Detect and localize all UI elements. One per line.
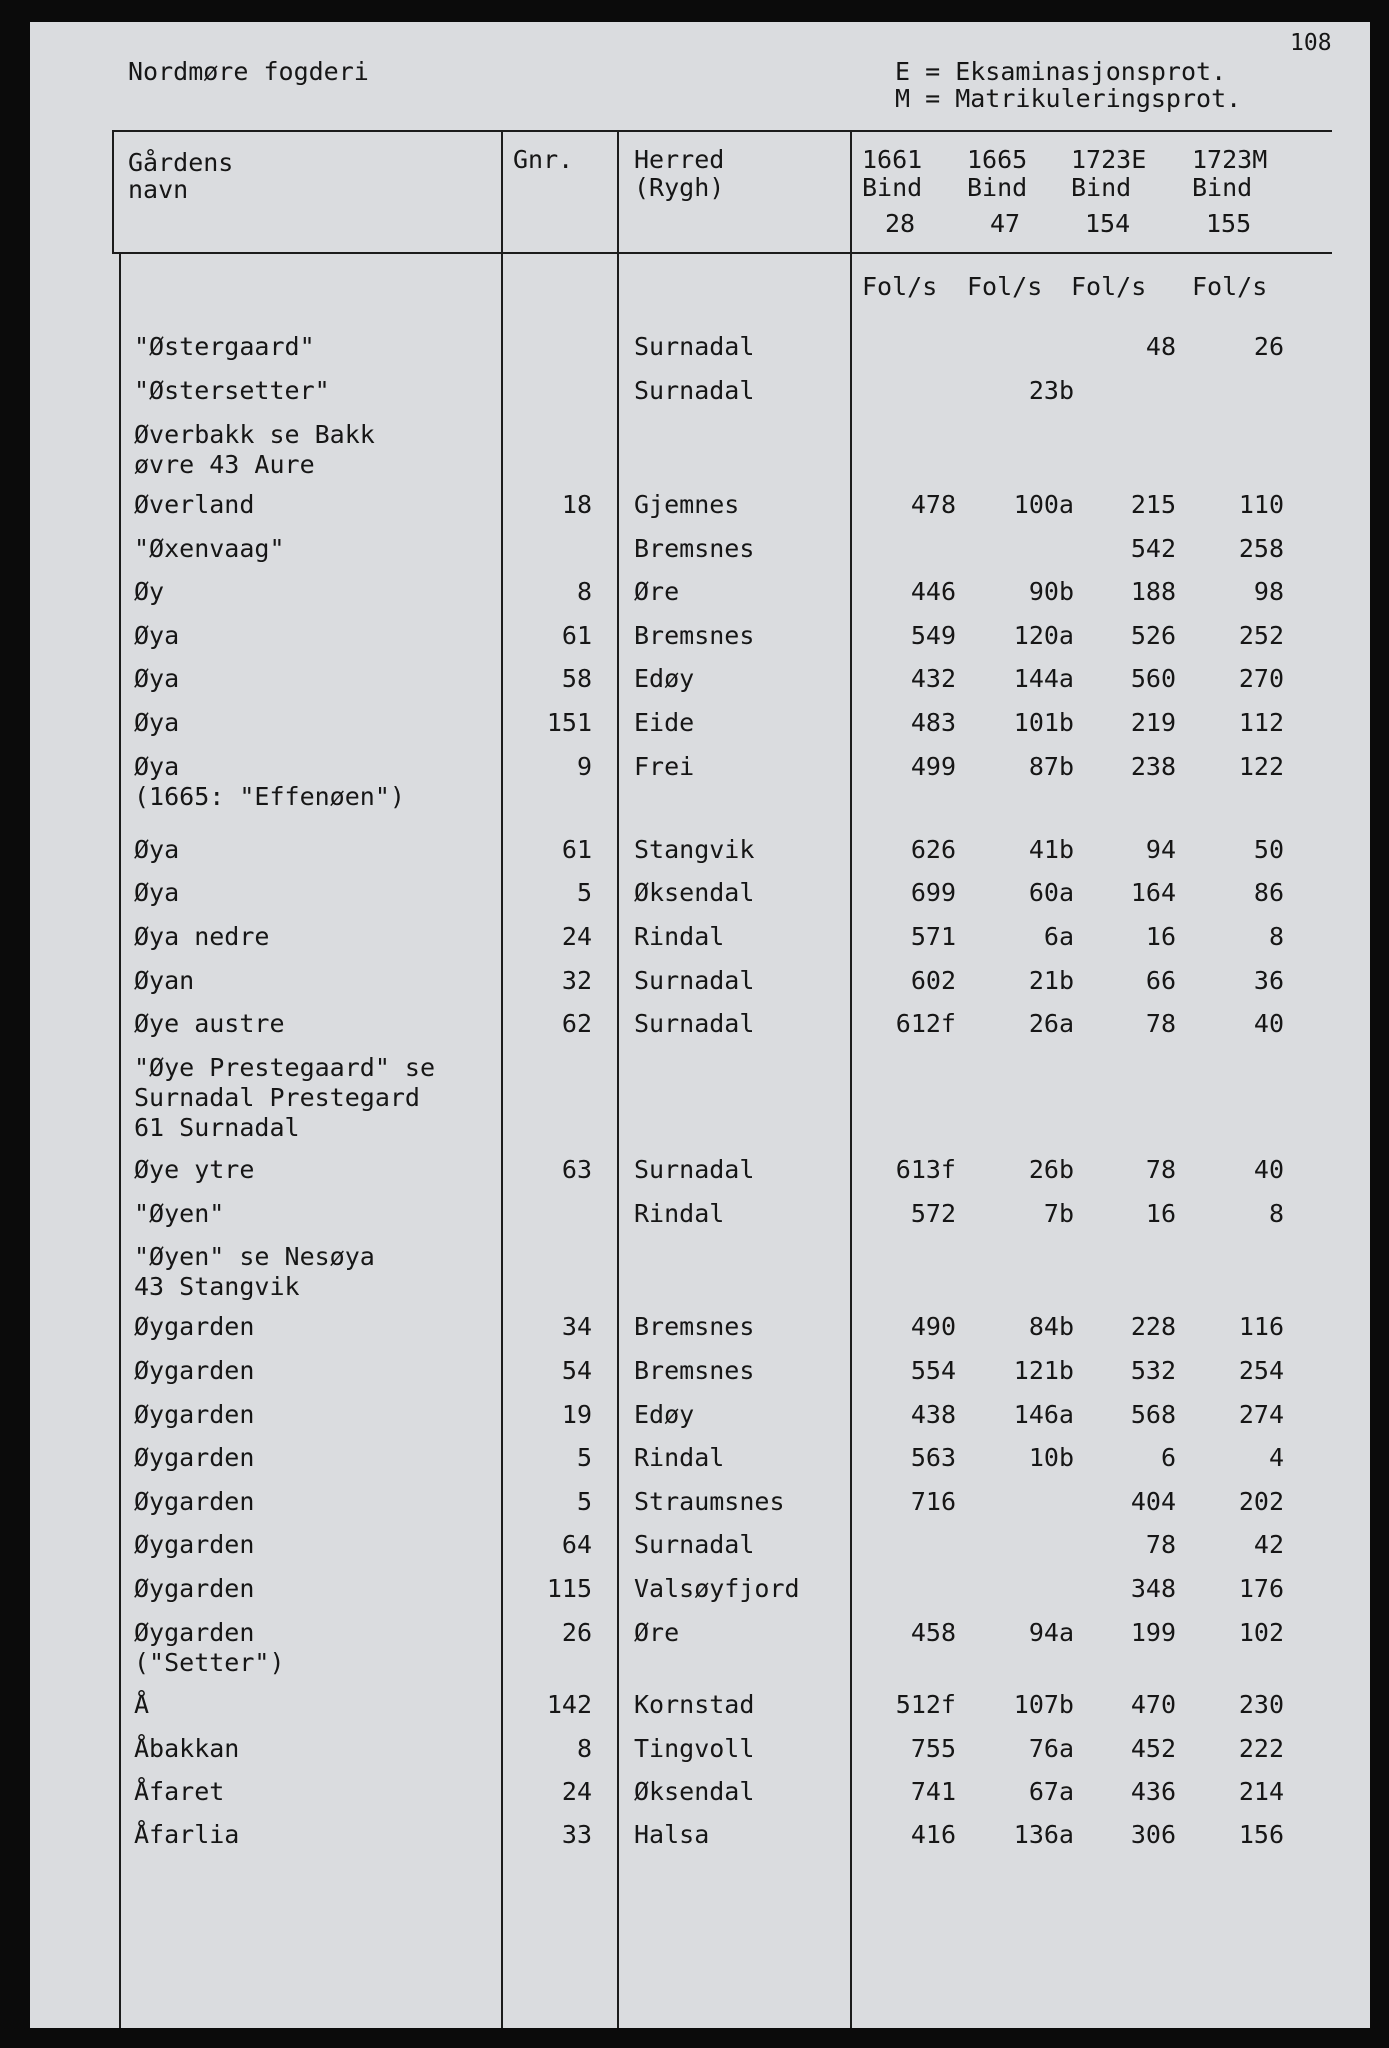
cell-gnr: 5	[576, 1443, 592, 1472]
cell-v1723e: 470	[1130, 1690, 1176, 1719]
cell-gnr: 19	[561, 1400, 592, 1429]
cell-herred: Øksendal	[634, 1777, 755, 1806]
cell-v1665: 26a	[1028, 1009, 1074, 1038]
col-1661-year: 1661	[862, 145, 923, 174]
cell-gnr: 9	[576, 752, 592, 781]
cell-v1723m: 156	[1238, 1820, 1284, 1849]
cell-v1661: 554	[910, 1356, 956, 1385]
cell-name: Øya (1665: "Effenøen")	[134, 752, 405, 811]
cell-v1665: 26b	[1028, 1155, 1074, 1184]
cell-herred: Bremsnes	[634, 1312, 755, 1341]
cell-v1723e: 188	[1130, 577, 1176, 606]
cell-v1723e: 16	[1145, 1199, 1176, 1228]
cell-v1661: 512f	[895, 1690, 956, 1719]
cell-gnr: 32	[561, 966, 592, 995]
cell-name: Øya	[134, 878, 180, 907]
cell-gnr: 54	[561, 1356, 592, 1385]
cell-v1661: 416	[910, 1820, 956, 1849]
years-divider	[850, 130, 852, 2028]
cell-v1665: 60a	[1028, 878, 1074, 907]
cell-v1723e: 526	[1130, 621, 1176, 650]
cell-herred: Surnadal	[634, 376, 755, 405]
cell-v1723e: 6	[1160, 1443, 1176, 1472]
cell-name: Øygarden	[134, 1530, 255, 1559]
col-1665-bind: Bind	[967, 173, 1028, 202]
cell-herred: Frei	[634, 752, 695, 781]
cell-v1723e: 228	[1130, 1312, 1176, 1341]
col-1723e-volume: 154	[1085, 209, 1131, 238]
cell-name: "Øye Prestegaard" se Surnadal Prestegard 61 Surnadal	[134, 1053, 436, 1142]
cell-herred: Gjemnes	[634, 490, 740, 519]
col-1723m-volume: 155	[1206, 209, 1252, 238]
cell-name: Øya	[134, 835, 180, 864]
cell-v1665: 90b	[1028, 577, 1074, 606]
cell-v1723e: 78	[1145, 1530, 1176, 1559]
col-herred-header-2: (Rygh)	[634, 173, 725, 202]
cell-v1723e: 16	[1145, 922, 1176, 951]
cell-herred: Surnadal	[634, 332, 755, 361]
col-name-header-2: navn	[128, 175, 189, 204]
cell-herred: Edøy	[634, 1400, 695, 1429]
cell-gnr: 142	[546, 1690, 592, 1719]
cell-v1665: 21b	[1028, 966, 1074, 995]
cell-v1723e: 94	[1145, 835, 1176, 864]
cell-gnr: 61	[561, 835, 592, 864]
cell-name: Øygarden	[134, 1400, 255, 1429]
cell-name: Øygarden	[134, 1312, 255, 1341]
cell-herred: Surnadal	[634, 1009, 755, 1038]
cell-gnr: 62	[561, 1009, 592, 1038]
cell-v1723m: 40	[1253, 1155, 1284, 1184]
col-gnr-header: Gnr.	[513, 145, 574, 174]
col-1723m-year: 1723M	[1192, 145, 1268, 174]
cell-v1723e: 48	[1145, 332, 1176, 361]
cell-v1665: 7b	[1043, 1199, 1074, 1228]
cell-v1661: 478	[910, 490, 956, 519]
cell-name: Åbakkan	[134, 1734, 240, 1763]
cell-v1723m: 110	[1238, 490, 1284, 519]
cell-v1723e: 66	[1145, 966, 1176, 995]
cell-v1661: 483	[910, 708, 956, 737]
cell-v1723m: 112	[1238, 708, 1284, 737]
cell-v1723e: 568	[1130, 1400, 1176, 1429]
cell-gnr: 5	[576, 878, 592, 907]
cell-v1665: 146a	[1013, 1400, 1074, 1429]
col-1723m-bind: Bind	[1192, 173, 1253, 202]
cell-v1723m: 274	[1238, 1400, 1284, 1429]
cell-v1723m: 42	[1253, 1530, 1284, 1559]
cell-gnr: 34	[561, 1312, 592, 1341]
cell-v1723m: 102	[1238, 1618, 1284, 1647]
table-top-rule	[112, 130, 1332, 132]
cell-name: Øygarden	[134, 1356, 255, 1385]
cell-v1665: 41b	[1028, 835, 1074, 864]
col-1661-fols: Fol/s	[862, 272, 938, 301]
cell-v1661: 716	[910, 1487, 956, 1516]
cell-v1661: 572	[910, 1199, 956, 1228]
gnr-divider	[501, 130, 503, 2028]
cell-gnr: 33	[561, 1820, 592, 1849]
cell-v1661: 432	[910, 664, 956, 693]
cell-gnr: 63	[561, 1155, 592, 1184]
cell-name: Øy	[134, 577, 165, 606]
cell-herred: Valsøyfjord	[634, 1574, 800, 1603]
cell-name: "Øyen" se Nesøya 43 Stangvik	[134, 1242, 375, 1301]
cell-v1665: 6a	[1043, 922, 1074, 951]
cell-v1723m: 214	[1238, 1777, 1284, 1806]
cell-herred: Tingvoll	[634, 1734, 755, 1763]
page-number: 108	[1290, 30, 1332, 56]
cell-herred: Bremsnes	[634, 1356, 755, 1385]
herred-divider	[617, 130, 619, 2028]
header-left-rule	[112, 130, 114, 254]
cell-v1661: 626	[910, 835, 956, 864]
col-name-header-1: Gårdens	[128, 148, 234, 177]
cell-gnr: 64	[561, 1530, 592, 1559]
cell-v1723m: 230	[1238, 1690, 1284, 1719]
cell-v1661: 612f	[895, 1009, 956, 1038]
cell-herred: Rindal	[634, 1443, 725, 1472]
cell-v1723e: 348	[1130, 1574, 1176, 1603]
cell-v1723m: 222	[1238, 1734, 1284, 1763]
cell-v1723m: 26	[1253, 332, 1284, 361]
cell-v1665: 107b	[1013, 1690, 1074, 1719]
cell-herred: Surnadal	[634, 966, 755, 995]
cell-v1723e: 404	[1130, 1487, 1176, 1516]
cell-v1661: 446	[910, 577, 956, 606]
cell-v1723e: 78	[1145, 1009, 1176, 1038]
cell-v1723e: 199	[1130, 1618, 1176, 1647]
cell-gnr: 24	[561, 922, 592, 951]
cell-v1723m: 86	[1253, 878, 1284, 907]
cell-name: Øya nedre	[134, 922, 270, 951]
cell-v1723m: 270	[1238, 664, 1284, 693]
cell-v1723e: 542	[1130, 534, 1176, 563]
cell-name: Åfaret	[134, 1777, 225, 1806]
cell-herred: Stangvik	[634, 835, 755, 864]
cell-v1665: 76a	[1028, 1734, 1074, 1763]
cell-name: Øya	[134, 664, 180, 693]
cell-v1661: 571	[910, 922, 956, 951]
cell-v1723e: 78	[1145, 1155, 1176, 1184]
cell-v1665: 101b	[1013, 708, 1074, 737]
cell-v1723m: 116	[1238, 1312, 1284, 1341]
col-1723e-year: 1723E	[1071, 145, 1147, 174]
cell-name: Øygarden	[134, 1487, 255, 1516]
cell-herred: Bremsnes	[634, 534, 755, 563]
cell-v1661: 602	[910, 966, 956, 995]
cell-herred: Øksendal	[634, 878, 755, 907]
cell-name: "Øxenvaag"	[134, 534, 285, 563]
cell-name: Øygarden ("Setter")	[134, 1618, 285, 1677]
cell-v1665: 136a	[1013, 1820, 1074, 1849]
cell-v1723e: 436	[1130, 1777, 1176, 1806]
cell-gnr: 151	[546, 708, 592, 737]
cell-v1661: 438	[910, 1400, 956, 1429]
cell-v1661: 699	[910, 878, 956, 907]
cell-name: "Østergaard"	[134, 332, 315, 361]
cell-v1661: 490	[910, 1312, 956, 1341]
cell-herred: Øre	[634, 577, 680, 606]
cell-gnr: 26	[561, 1618, 592, 1647]
cell-v1723m: 4	[1268, 1443, 1284, 1472]
cell-v1723m: 8	[1268, 1199, 1284, 1228]
cell-v1661: 549	[910, 621, 956, 650]
cell-v1665: 120a	[1013, 621, 1074, 650]
cell-name: Åfarlia	[134, 1820, 240, 1849]
cell-herred: Surnadal	[634, 1530, 755, 1559]
col-1665-volume: 47	[990, 209, 1021, 238]
cell-v1723e: 164	[1130, 878, 1176, 907]
cell-herred: Edøy	[634, 664, 695, 693]
cell-gnr: 115	[546, 1574, 592, 1603]
cell-v1665: 121b	[1013, 1356, 1074, 1385]
cell-gnr: 18	[561, 490, 592, 519]
cell-v1723e: 452	[1130, 1734, 1176, 1763]
cell-gnr: 8	[576, 577, 592, 606]
cell-v1665: 67a	[1028, 1777, 1074, 1806]
cell-herred: Straumsnes	[634, 1487, 785, 1516]
cell-name: Øya	[134, 708, 180, 737]
cell-name: Øygarden	[134, 1574, 255, 1603]
cell-v1723m: 202	[1238, 1487, 1284, 1516]
cell-v1723e: 306	[1130, 1820, 1176, 1849]
document-page	[30, 22, 1370, 2028]
col-1723m-fols: Fol/s	[1192, 272, 1268, 301]
cell-v1665: 94a	[1028, 1618, 1074, 1647]
cell-v1723m: 258	[1238, 534, 1284, 563]
cell-herred: Øre	[634, 1618, 680, 1647]
cell-herred: Surnadal	[634, 1155, 755, 1184]
cell-v1723m: 40	[1253, 1009, 1284, 1038]
cell-v1665: 84b	[1028, 1312, 1074, 1341]
cell-v1661: 755	[910, 1734, 956, 1763]
cell-v1665: 144a	[1013, 664, 1074, 693]
cell-v1661: 458	[910, 1618, 956, 1647]
cell-v1723e: 532	[1130, 1356, 1176, 1385]
cell-name: "Østersetter"	[134, 376, 330, 405]
legend-e: E = Eksaminasjonsprot.	[895, 57, 1227, 86]
col-1661-volume: 28	[885, 209, 916, 238]
cell-herred: Halsa	[634, 1820, 710, 1849]
col-1665-year: 1665	[967, 145, 1028, 174]
col-1723e-fols: Fol/s	[1071, 272, 1147, 301]
cell-v1661: 741	[910, 1777, 956, 1806]
cell-name: Å	[134, 1690, 150, 1719]
legend-m: M = Matrikuleringsprot.	[895, 84, 1242, 113]
cell-v1665: 10b	[1028, 1443, 1074, 1472]
cell-v1723e: 560	[1130, 664, 1176, 693]
header-bottom-rule	[112, 252, 1332, 254]
cell-name: Øye ytre	[134, 1155, 255, 1184]
cell-herred: Eide	[634, 708, 695, 737]
cell-gnr: 8	[576, 1734, 592, 1763]
body-left-rule	[119, 254, 121, 2028]
cell-name: Øyan	[134, 966, 195, 995]
cell-name: Øygarden	[134, 1443, 255, 1472]
cell-gnr: 61	[561, 621, 592, 650]
cell-v1723m: 98	[1253, 577, 1284, 606]
cell-gnr: 58	[561, 664, 592, 693]
cell-name: Øya	[134, 621, 180, 650]
region-title: Nordmøre fogderi	[128, 57, 369, 86]
cell-name: "Øyen"	[134, 1199, 225, 1228]
cell-gnr: 5	[576, 1487, 592, 1516]
cell-v1661: 499	[910, 752, 956, 781]
col-1661-bind: Bind	[862, 173, 923, 202]
cell-v1723e: 215	[1130, 490, 1176, 519]
cell-herred: Rindal	[634, 1199, 725, 1228]
col-herred-header-1: Herred	[634, 145, 725, 174]
cell-v1723m: 122	[1238, 752, 1284, 781]
cell-v1661: 613f	[895, 1155, 956, 1184]
cell-name: Øverbakk se Bakk øvre 43 Aure	[134, 420, 375, 479]
cell-v1661: 563	[910, 1443, 956, 1472]
cell-v1723e: 219	[1130, 708, 1176, 737]
cell-v1723m: 254	[1238, 1356, 1284, 1385]
cell-name: Øverland	[134, 490, 255, 519]
col-1665-fols: Fol/s	[967, 272, 1043, 301]
cell-v1723m: 176	[1238, 1574, 1284, 1603]
cell-v1723e: 238	[1130, 752, 1176, 781]
col-1723e-bind: Bind	[1071, 173, 1132, 202]
cell-v1723m: 36	[1253, 966, 1284, 995]
cell-herred: Bremsnes	[634, 621, 755, 650]
cell-v1665: 23b	[1028, 376, 1074, 405]
cell-v1665: 87b	[1028, 752, 1074, 781]
cell-v1723m: 50	[1253, 835, 1284, 864]
cell-herred: Rindal	[634, 922, 725, 951]
cell-v1723m: 8	[1268, 922, 1284, 951]
cell-v1723m: 252	[1238, 621, 1284, 650]
cell-name: Øye austre	[134, 1009, 285, 1038]
cell-gnr: 24	[561, 1777, 592, 1806]
cell-v1665: 100a	[1013, 490, 1074, 519]
cell-herred: Kornstad	[634, 1690, 755, 1719]
